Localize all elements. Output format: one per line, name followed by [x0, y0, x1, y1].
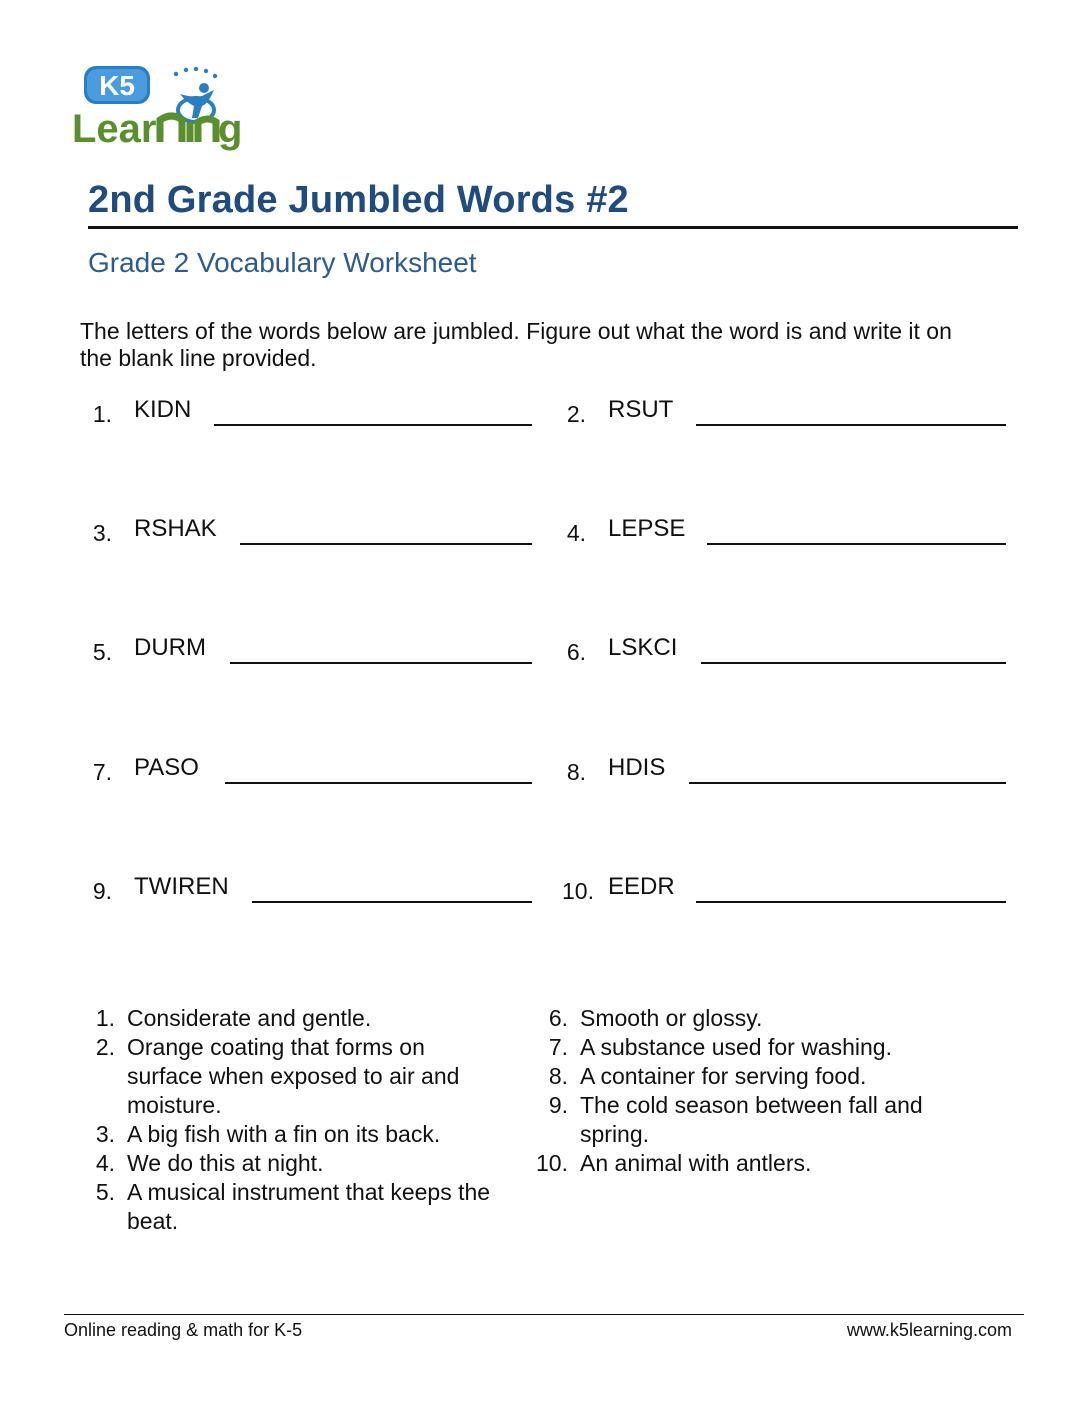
definition-number: 6. [548, 1005, 568, 1031]
definition-number: 5. [95, 1179, 115, 1205]
definition-text: We do this at night. [127, 1150, 324, 1176]
jumbled-word: RSUT [608, 396, 674, 423]
word-number: 2. [566, 401, 586, 427]
definition-item [520, 1149, 980, 1178]
footer-tagline: Online reading & math for K-5 [64, 1320, 303, 1340]
definition-item [60, 1120, 530, 1149]
definition-number: 7. [548, 1034, 568, 1060]
answer-line-1[interactable] [214, 424, 532, 426]
definition-text: Considerate and gentle. [127, 1005, 372, 1031]
definition-text: An animal with antlers. [580, 1150, 812, 1176]
answer-line-3[interactable] [240, 543, 532, 545]
definition-number: 9. [548, 1092, 568, 1118]
svg-text:K5: K5 [99, 70, 135, 101]
answer-line-9[interactable] [252, 901, 532, 903]
definition-item [520, 1004, 980, 1033]
definition-item [60, 1178, 530, 1236]
title-underline [88, 226, 1018, 229]
jumbled-word: HDIS [608, 754, 666, 781]
answer-line-4[interactable] [707, 543, 1006, 545]
word-number: 8. [566, 759, 586, 785]
definitions-right-column [520, 1004, 980, 1178]
word-number: 1. [92, 401, 112, 427]
definition-item [520, 1091, 980, 1149]
word-number: 9. [92, 878, 112, 904]
word-number: 7. [92, 759, 112, 785]
definition-item [60, 1004, 530, 1033]
jumbled-word: PASO [134, 754, 199, 781]
answer-line-8[interactable] [689, 782, 1006, 784]
jumbled-word: LEPSE [608, 515, 686, 542]
definition-item [520, 1033, 980, 1062]
k5-learning-logo-icon [68, 60, 273, 152]
definition-text: A container for serving food. [580, 1063, 867, 1089]
definition-number: 4. [95, 1150, 115, 1176]
jumbled-word: DURM [134, 634, 206, 661]
definition-text: A substance used for washing. [580, 1034, 892, 1060]
jumbled-word: EEDR [608, 873, 675, 900]
definition-text: Orange coating that forms on surface when exposed to air and moisture. [127, 1034, 460, 1118]
jumbled-word: TWIREN [134, 873, 229, 900]
answer-line-10[interactable] [696, 901, 1006, 903]
instructions: The letters of the words below are jumbled. Figure out what the word is and write it on the blank line provided. [80, 318, 952, 371]
definition-text: A big fish with a fin on its back. [127, 1121, 441, 1147]
page-subtitle: Grade 2 Vocabulary Worksheet [88, 247, 477, 278]
definition-item [520, 1062, 980, 1091]
footer-divider [64, 1314, 1024, 1315]
word-number: 10. [562, 878, 594, 904]
word-number: 5. [92, 639, 112, 665]
definition-number: 2. [95, 1034, 115, 1060]
definition-item [60, 1149, 530, 1178]
jumbled-word: LSKCI [608, 634, 678, 661]
definition-text: Smooth or glossy. [580, 1005, 763, 1031]
definition-text: A musical instrument that keeps the beat. [127, 1179, 491, 1234]
answer-line-2[interactable] [696, 424, 1006, 426]
answer-line-6[interactable] [701, 662, 1006, 664]
page-title: 2nd Grade Jumbled Words #2 [88, 179, 629, 221]
definition-number: 1. [95, 1005, 115, 1031]
word-number: 6. [566, 639, 586, 665]
word-number: 4. [566, 520, 586, 546]
svg-text:Lear: Lear [72, 107, 157, 151]
answer-line-7[interactable] [225, 782, 532, 784]
definition-text: The cold season between fall and spring. [580, 1092, 923, 1147]
answer-line-5[interactable] [230, 662, 532, 664]
svg-text:g: g [218, 107, 243, 151]
k5-learning-logo [68, 60, 273, 152]
definition-item [60, 1033, 530, 1120]
definition-number: 10. [536, 1150, 568, 1176]
definitions-left-column [60, 1004, 530, 1236]
definition-number: 8. [548, 1063, 568, 1089]
word-number: 3. [92, 520, 112, 546]
definition-number: 3. [95, 1121, 115, 1147]
footer-website-link[interactable]: www.k5learning.com [846, 1320, 1012, 1340]
jumbled-word: RSHAK [134, 515, 217, 542]
jumbled-word: KIDN [134, 396, 192, 423]
